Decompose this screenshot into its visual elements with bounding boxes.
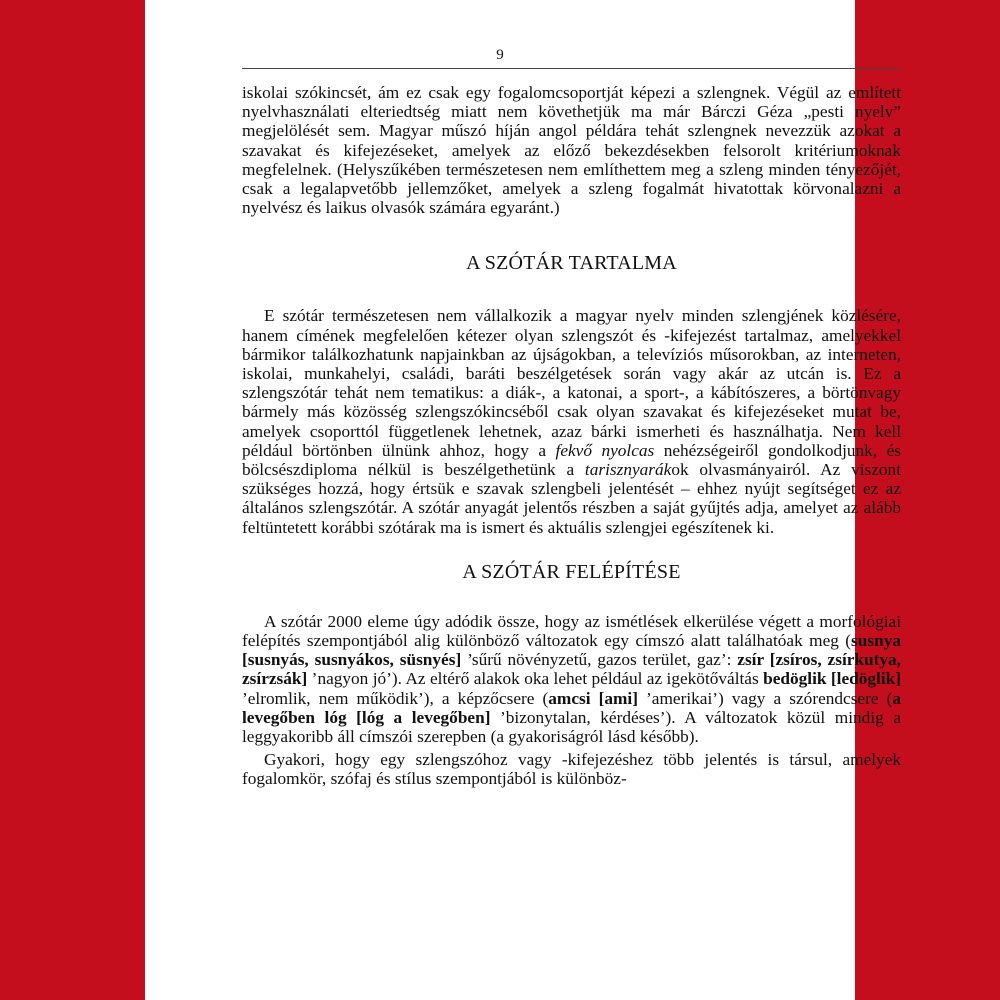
page-number: 9 — [496, 47, 504, 63]
page-content — [242, 83, 901, 789]
structure-text-segment: ’amerikai’) vagy a szórendcsere ( — [637, 688, 893, 708]
headword-term: zsír [zsíros, zsírkutya, zsírzsák] — [242, 650, 902, 689]
structure-paragraph-1 — [242, 612, 901, 746]
structure-text-segment: ’elromlik, nem működik’), a képzőcsere ( — [242, 688, 549, 708]
book-page — [145, 0, 902, 1000]
section-heading-contents: A SZÓTÁR TARTALMA — [466, 252, 677, 275]
contents-paragraph — [242, 306, 901, 536]
contents-text-part-3: ok olvasmányairól. Az viszont szükséges hozzá, hogy értsük e szavak szlengbeli jelentését – ehhez nyújt segítséget ez az általános szlengszótár. A szótár anyagát jelentős részben a saját gyűjtés adja, amelyet az alább feltüntetett korábbi szótárak ma is ismert és aktuális szlengjei egészítenek ki. — [242, 460, 901, 537]
headword-term: susnya [susnyás, susnyákos, süsnyés] — [242, 631, 901, 670]
structure-text-segment: ’nagyon jó’). Az eltérő alakok oka lehet például az igekötőváltás — [307, 669, 764, 689]
italic-term-tarisznyarak: tarisznyarák — [584, 460, 672, 480]
intro-paragraph: iskolai szókincsét, ám ez csak egy fogalomcsoportját képezi a szlengnek. Végül az említett nyelvhasználati elteriedtség miatt nem követhetjük ma már Bárczi Géza „pesti nyelv” megjelölését sem. Magyar műszó híján angol példára tehát szlengnek nevezzük azokat a szavakat és kifejezéseket, amelyek az előző bekezdésekben felsorolt kritériumoknak megfelelnek. (Helyszűkében természetesen nem említhettem meg a szleng minden tényezőjét, csak a legalapvetőbb jellemzőket, amelyek a szleng fogalmát hivatottak körvonalazni a nyelvész és laikus olvasók számára egyaránt.) — [242, 83, 901, 218]
structure-paragraph-2: Gyakori, hogy egy szlengszóhoz vagy -kifejezéshez több jelentés is társul, amelyek fogalomkör, szófaj és stílus szempontjából is különböz- — [242, 750, 901, 789]
structure-text-segment: ’sűrű növényzetű, gazos terület, gaz’: — [461, 650, 738, 670]
contents-text-part-2: nehézségeiről gondolkodjunk, és bölcsészdiploma nélkül is beszélgethetünk a — [242, 440, 901, 480]
structure-text-segment: A szótár 2000 eleme úgy adódik össze, hogy az ismétlések elkerülése végett a morfológiai felépítés szempontjából alig különböző változatok egy címszó alatt találhatóak meg ( — [242, 611, 901, 651]
headword-term: amcsi [ami] — [548, 688, 638, 708]
structure-text-segment: ’bizonytalan, kérdéses’). A változatok közül mindig a leggyakoribb áll címszói szerepben (a gyakoriságról lásd később). — [242, 707, 901, 747]
section-heading-structure: A SZÓTÁR FELÉPÍTÉSE — [462, 560, 681, 583]
header-rule — [242, 68, 901, 69]
headword-term: bedöglik [ledöglik] — [763, 669, 901, 689]
contents-text-part-1: E szótár természetesen nem vállalkozik a magyar nyelv minden szlengjének közlésére, hanem címének megfelelően kétezer olyan szlengszót és -kifejezést tartalmaz, amelyekkel bármikor találkozhatunk napjainkban az újságokban, a televíziós műsorokban, az interneten, iskolai, munkahelyi, családi, baráti beszélgetések során vagy akár az utcán is. Ez a szlengszótár tehát nem tematikus: a diák-, a katonai, a sport-, a kábítószeres, a börtönvagy bármely más közösség szlengszókincséből csak olyan szavakat és kifejezéseket mutat be, amelyek csoporttól függetlenek lehetnek, azaz bárki ismerheti és használhatja. Nem kell például börtönben ülnünk ahhoz, hogy a — [242, 306, 901, 460]
italic-term-fekvo-nyolcas: fekvő nyolcas — [555, 440, 655, 460]
headword-term: a levegőben lóg [lóg a levegőben] — [242, 688, 901, 727]
